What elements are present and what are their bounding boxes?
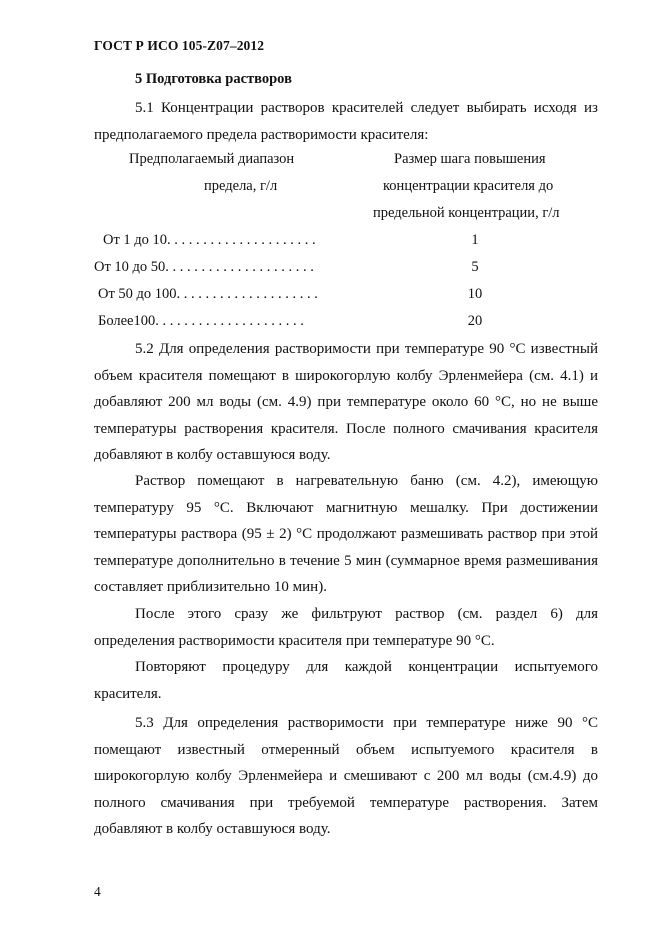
paragraph-5-1: 5.1 Концентрации растворов красителей следует выбирать исходя из предполагаемого предела растворимости красителя: bbox=[94, 100, 598, 143]
paragraph-bath: Раствор помещают в нагревательную баню (см. 4.2), имеющую температуру 95 °С. Включают магнитную мешалку. При достижении температуры раствора (95 ± 2) °С продолжают размешивать раствор при этой температуре дополнительно в течение 5 мин (суммарное время размешивания составляет приблизительно 10 мин). bbox=[94, 473, 598, 596]
page-number: 4 bbox=[94, 884, 101, 899]
table-row-range: От 50 до 100. . . . . . . . . . . . . . . . . . . . bbox=[98, 286, 318, 302]
paragraph-filter: После этого сразу же фильтруют раствор (см. раздел 6) для определения растворимости красителя при температуре 90 °С. bbox=[94, 606, 598, 649]
paragraph-5-3: 5.3 Для определения растворимости при температуре ниже 90 °С помещают известный отмеренный объем испытуемого красителя в широкогорлую колбу Эрленмейера и смешивают с 200 мл воды (см.4.9) до полного смачивания при требуемой температуре растворения. Затем добавляют в колбу оставшуюся воду. bbox=[94, 715, 598, 838]
table-col2-header-line3: предельной концентрации, г/л bbox=[373, 205, 560, 221]
table-row-step: 10 bbox=[467, 286, 483, 302]
paragraph-repeat: Повторяют процедуру для каждой концентрации испытуемого красителя. bbox=[94, 659, 598, 702]
table-row-range: Более100. . . . . . . . . . . . . . . . . . . . . bbox=[98, 313, 304, 329]
table-col2-header-line1: Размер шага повышения bbox=[394, 151, 546, 167]
table-row-range: От 10 до 50. . . . . . . . . . . . . . . . . . . . . bbox=[94, 259, 314, 275]
table-col2-header-line2: концентрации красителя до bbox=[383, 178, 554, 194]
table-row-range: От 1 до 10. . . . . . . . . . . . . . . . . . . . . bbox=[103, 232, 316, 248]
table-row-step: 20 bbox=[467, 313, 483, 329]
table-row-step: 1 bbox=[471, 232, 479, 248]
table-row-step: 5 bbox=[471, 259, 479, 275]
section-title: 5 Подготовка растворов bbox=[135, 71, 292, 87]
table-col1-header-line2: предела, г/л bbox=[204, 178, 278, 194]
paragraph-5-2: 5.2 Для определения растворимости при температуре 90 °С известный объем красителя помещают в широкогорлую колбу Эрленмейера (см. 4.1) и добавляют 200 мл воды (см. 4.9) при температуре около 60 °С, но не выше температуры растворения красителя. После полного смачивания красителя добавляют в колбу оставшуюся воду. bbox=[94, 341, 598, 464]
table-col1-header-line1: Предполагаемый диапазон bbox=[129, 151, 295, 167]
standard-header: ГОСТ Р ИСО 105-Z07–2012 bbox=[94, 38, 265, 53]
